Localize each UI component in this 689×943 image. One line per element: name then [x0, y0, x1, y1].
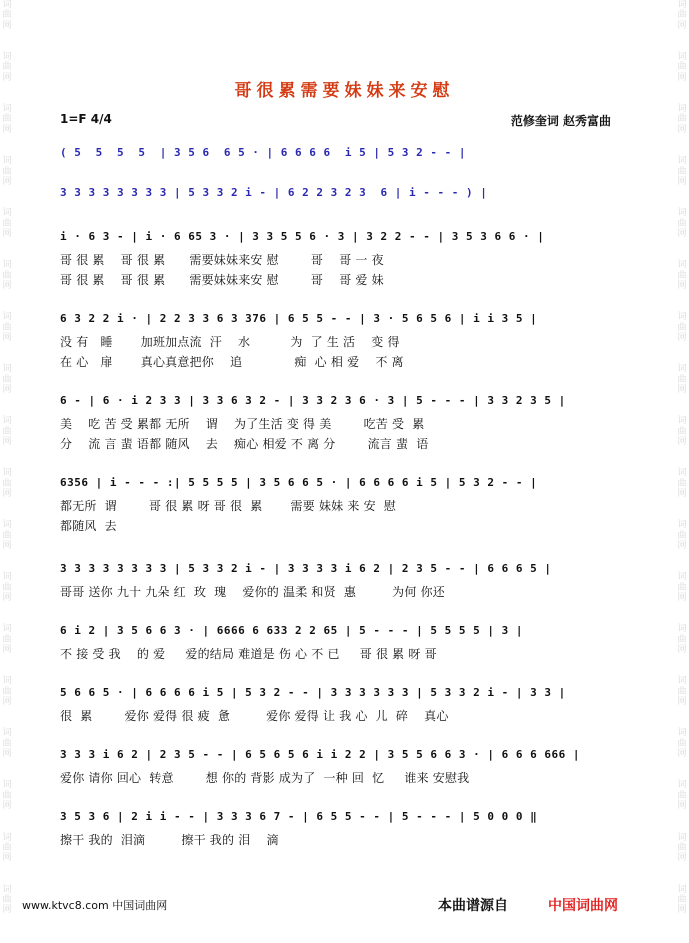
notation-line: 5 6 6 5 · | 6 6 6 6 i 5 | 5 3 2 - - | 3 3 3 3 3 3 | 5 3 3 2 i - | 3 3 | [60, 686, 566, 699]
lyric-line: 美 吃 苦 受 累都 无所 谓 为了生活 变 得 美 吃苦 受 累 [60, 417, 425, 431]
lyric-line: 没 有 睡 加班加点流 汗 水 为 了 生 活 变 得 [60, 335, 400, 349]
score-system [60, 180, 645, 206]
notation-line: 3 3 3 3 3 3 3 3 | 5 3 3 2 i - | 3 3 3 3 i 6 2 | 2 3 5 - - | 6 6 6 5 | [60, 562, 552, 575]
notation-line: 6 3 2 2 i · | 2 2 3 3 6 3 376 | 6 5 5 - - | 3 · 5 6 5 6 | i i 3 5 | [60, 312, 538, 325]
song-title: 哥很累需要妹妹来安慰 [234, 81, 455, 101]
score-system [60, 224, 645, 290]
score-system [60, 306, 645, 372]
score-system [60, 470, 645, 536]
lyric-line: 哥 很 累 哥 很 累 需要妹妹来安 慰 哥 哥 一 夜 [60, 253, 384, 267]
key-signature: 1=F 4/4 [60, 112, 112, 126]
notation-line: 3 5 3 6 | 2 i i - - | 3 3 3 6 7 - | 6 5 5 - - | 5 - - - | 5 0 0 0 ‖ [60, 810, 538, 823]
score-sheet [18, 0, 671, 943]
notation-line: 3 3 3 i 6 2 | 2 3 5 - - | 6 5 6 5 6 i i 2 2 | 3 5 5 6 6 3 · | 6 6 6 666 | [60, 748, 580, 761]
lyric-line: 擦干 我的 泪滴 擦干 我的 泪 滴 [60, 833, 279, 847]
notation-line: 6356 | i - - - :| 5 5 5 5 | 3 5 6 6 5 · | 6 6 6 6 i 5 | 5 3 2 - - | [60, 476, 538, 489]
lyric-line: 哥哥 送你 九十 九朵 红 玫 瑰 爱你的 温柔 和贤 惠 为何 你还 [60, 585, 445, 599]
footer-source-label: 本曲谱源自 [438, 898, 508, 914]
notation-line: 3 3 3 3 3 3 3 3 | 5 3 3 2 i - | 6 2 2 3 2 3 6 | i - - - ) | [60, 186, 488, 199]
score-system [60, 388, 645, 454]
notation-line: 6 - | 6 · i 2 3 3 | 3 3 6 3 2 - | 3 3 2 3 6 · 3 | 5 - - - | 3 3 2 3 5 | [60, 394, 566, 407]
notation-line: 6 i 2 | 3 5 6 6 3 · | 6666 6 633 2 2 65 | 5 - - - | 5 5 5 5 | 3 | [60, 624, 523, 637]
watermark-left: 词 曲 网 词 曲 网 词 曲 网 词 曲 网 词 曲 网 词 曲 网 词 曲 网 词 曲 网 词 曲 网 词 曲 网 词 曲 网 词 曲 网 词 曲 网 词 曲 网 词 曲 网 词 曲 网 词 曲 网 词 曲 网 [2, 0, 12, 916]
lyric-line: 爱你 请你 回心 转意 想 你的 背影 成为了 一种 回 忆 谁来 安慰我 [60, 771, 470, 785]
lyric-line: 不 接 受 我 的 爱 爱的结局 难道是 伤 心 不 已 哥 很 累 呀 哥 [60, 647, 437, 661]
lyric-line: 很 累 爱你 爱得 很 疲 惫 爱你 爱得 让 我 心 儿 碎 真心 [60, 709, 449, 723]
score-system [60, 742, 645, 788]
score-system [60, 680, 645, 726]
score-system [60, 140, 645, 166]
notation-line: ( 5 5 5 5 | 3 5 6 6 5 · | 6 6 6 6 i 5 | 5 3 2 - - | [60, 146, 466, 159]
score-system [60, 618, 645, 664]
score-system [60, 556, 645, 602]
composer-credits: 范修奎词 赵秀富曲 [510, 114, 611, 128]
notation-line: i · 6 3 - | i · 6 65 3 · | 3 3 5 5 6 · 3 | 3 2 2 - - | 3 5 3 6 6 · | [60, 230, 545, 243]
lyric-line: 哥 很 累 哥 很 累 需要妹妹来安 慰 哥 哥 爱 妹 [60, 273, 384, 287]
lyric-line: 都随风 去 [60, 519, 117, 533]
lyric-line: 都无所 谓 哥 很 累 呀 哥 很 累 需要 妹妹 来 安 慰 [60, 499, 397, 513]
score-system [60, 804, 645, 850]
lyric-line: 分 流 言 蜚 语都 随风 去 痴心 相爱 不 离 分 流言 蜚 语 [60, 437, 429, 451]
lyric-line: 在 心 扉 真心真意把你 追 痴 心 相 爱 不 离 [60, 355, 404, 369]
watermark-right: 词 曲 网 词 曲 网 词 曲 网 词 曲 网 词 曲 网 词 曲 网 词 曲 网 词 曲 网 词 曲 网 词 曲 网 词 曲 网 词 曲 网 词 曲 网 词 曲 网 词 曲 网 词 曲 网 词 曲 网 词 曲 网 [677, 0, 687, 916]
footer-brand-logo: 中国词曲网 [548, 898, 618, 914]
footer-site-link[interactable]: www.ktvc8.com 中国词曲网 [22, 899, 168, 912]
